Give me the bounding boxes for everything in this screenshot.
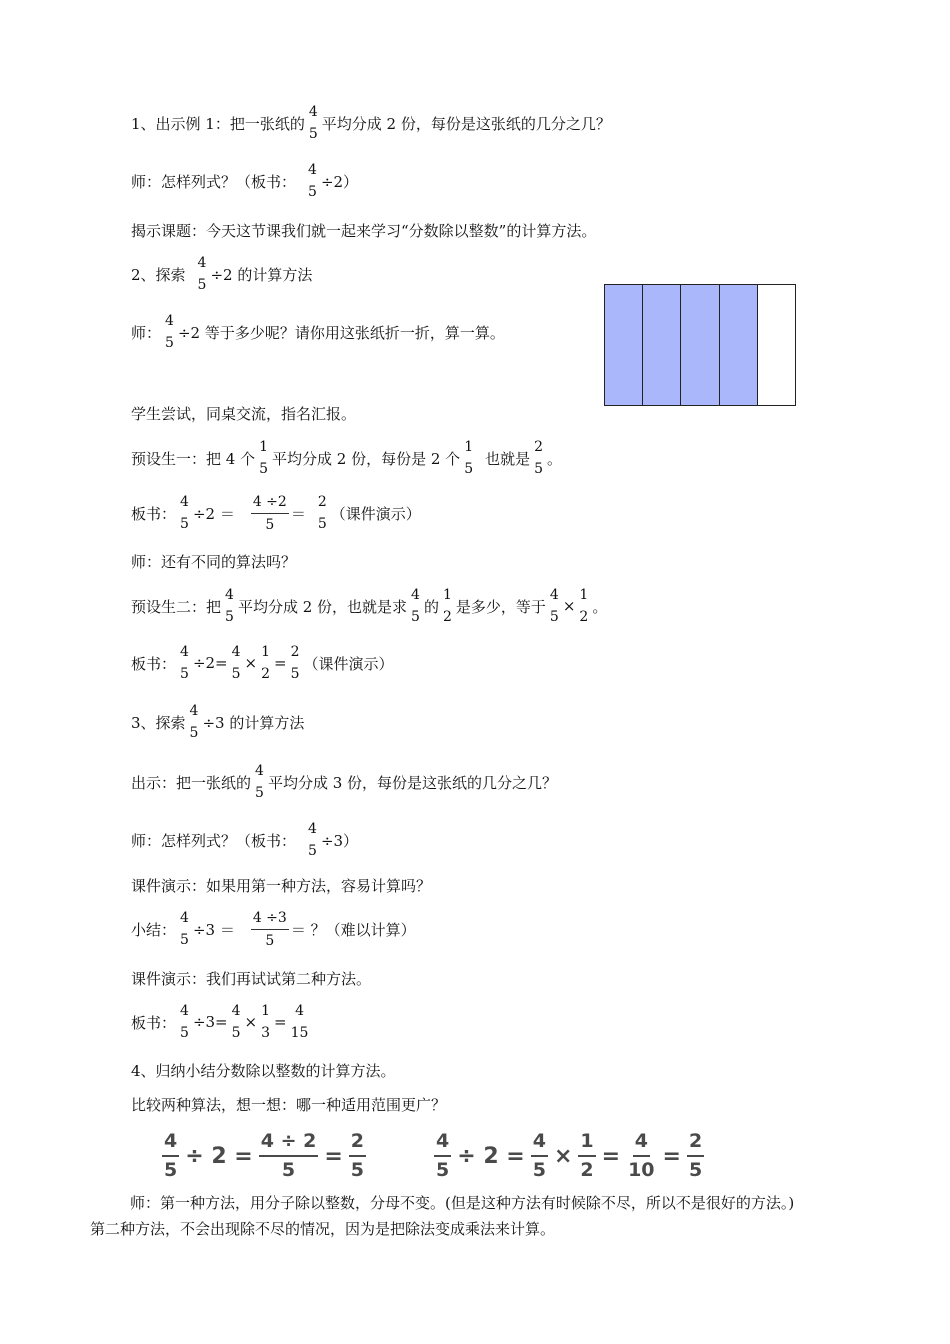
students-try-line — [131, 391, 356, 435]
fraction: 2 5 — [534, 439, 544, 477]
fraction: $\frac{4}{5}$ — [532, 1130, 546, 1181]
section3-heading — [131, 700, 304, 744]
text: 揭示课题：今天这节课我们就一起来学习“分数除以整数”的计算方法。 — [131, 221, 597, 240]
fraction: 1 3 — [261, 1003, 271, 1041]
paper-part-filled — [605, 285, 643, 405]
fraction: $\frac{4 \div 3}{5}$ — [252, 909, 287, 949]
fraction: 1 2 — [442, 587, 452, 625]
text: × — [562, 597, 576, 615]
text: 平均分成 2 份，也就是求 — [237, 597, 408, 616]
fraction: $\frac{4}{10}$ — [628, 1130, 655, 1181]
fraction: 4 5 — [231, 1003, 241, 1041]
fraction: 4 5 — [308, 104, 318, 142]
fraction: $\frac{4}{5}$ — [164, 1130, 178, 1181]
student-answer1-line — [131, 436, 562, 480]
teacher-other-methods-line — [131, 539, 296, 583]
closing-sentence-1: 师：第一种方法，用分子除以整数，分母不变。(但是这种方法有时候除不尽，所以不是很好的方法。) — [130, 1194, 795, 1212]
courseware-demo-line-1 — [131, 863, 431, 907]
text: 。 — [547, 449, 563, 468]
fraction: $\frac{1}{2}$ — [580, 1130, 594, 1181]
paper-part-filled — [643, 285, 681, 405]
operator: × — [553, 1143, 573, 1169]
fraction: 4 5 — [189, 703, 199, 741]
student-answer2-line — [131, 584, 607, 628]
text: 师：还有不同的算法吗？ — [131, 552, 297, 571]
text: ÷2 ＝ — [192, 504, 235, 523]
topic-line — [131, 208, 596, 252]
text: 学生尝试，同桌交流，指名汇报。 — [131, 404, 357, 423]
summary-line — [131, 907, 416, 951]
text: 板书： — [131, 504, 177, 523]
teacher-fold-line — [131, 310, 505, 354]
fraction: 4 5 — [180, 494, 189, 532]
example1-line — [131, 101, 611, 145]
text: 预设生一：把 4 个 — [131, 449, 256, 468]
fraction: 1 2 — [261, 644, 271, 682]
board-line-1 — [131, 491, 421, 535]
text: 平均分成 2 份，每份是这张纸的几分之几？ — [321, 114, 611, 133]
text: ＝ ？（难以计算） — [290, 920, 416, 939]
text: 平均分成 3 份，每份是这张纸的几分之几？ — [267, 773, 558, 792]
fraction: $\frac{4 \div 2}{5}$ — [252, 493, 287, 533]
text: 师：怎样列式？（板书： — [131, 172, 297, 191]
text: × — [244, 1013, 258, 1031]
paper-part-empty — [758, 285, 795, 405]
text: 2、探索 — [131, 265, 186, 284]
fraction: 4 5 — [165, 313, 174, 351]
text: 课件演示：如果用第一种方法，容易计算吗？ — [131, 876, 432, 895]
board-line-2 — [131, 641, 394, 685]
text: 平均分成 2 份，每份是 2 个 — [272, 449, 461, 468]
method2-formula — [432, 1132, 706, 1180]
text: = — [274, 654, 287, 672]
fraction: 4 5 — [225, 587, 234, 625]
fraction: $\frac{4}{5}$ — [436, 1130, 450, 1181]
text: 板书： — [131, 1013, 177, 1032]
text: 是多少，等于 — [455, 597, 546, 616]
board-line-3 — [131, 1000, 312, 1044]
fraction: 4 5 — [255, 763, 264, 801]
text: 1、出示例 1：把一张纸的 — [131, 114, 305, 133]
teacher-question-line — [131, 159, 358, 203]
operator: = — [324, 1143, 343, 1169]
text: （课件演示） — [303, 654, 394, 673]
fraction: 4 5 — [411, 587, 420, 625]
text: ÷3） — [320, 831, 359, 850]
operator: = — [662, 1143, 681, 1169]
method1-formula — [160, 1132, 368, 1180]
fraction: 4 5 — [180, 910, 189, 948]
text: ＝ — [290, 504, 306, 523]
text: 比较两种算法，想一想：哪一种适用范围更广？ — [131, 1095, 447, 1114]
fraction: $\frac{4 \div 2}{5}$ — [260, 1130, 317, 1181]
example2-line — [131, 760, 557, 804]
text: 的 — [423, 597, 439, 616]
operator: ÷ 2 = — [457, 1143, 525, 1169]
courseware-demo-line-2 — [131, 956, 371, 1000]
text: 4、归纳小结分数除以整数的计算方法。 — [131, 1061, 396, 1080]
teacher-question2-line — [131, 818, 358, 862]
text: 出示：把一张纸的 — [131, 773, 252, 792]
text: 板书： — [131, 654, 177, 673]
text: 师：怎样列式？（板书： — [131, 831, 297, 850]
text: 预设生二：把 — [131, 597, 222, 616]
text: ÷2= — [192, 654, 228, 672]
text: 也就是 — [485, 449, 531, 468]
operator: ÷ 2 = — [185, 1143, 253, 1169]
fraction: 4 5 — [308, 821, 317, 859]
text: ÷2 的计算方法 — [210, 265, 313, 284]
operator: = — [601, 1143, 621, 1169]
text: ÷3 的计算方法 — [202, 713, 305, 732]
fraction: 2 5 — [290, 644, 300, 682]
folded-paper-diagram — [604, 284, 796, 406]
fraction: 4 5 — [197, 255, 207, 293]
fraction: 4 5 — [231, 644, 241, 682]
fraction: 4 15 — [290, 1003, 309, 1041]
text: （课件演示） — [330, 504, 421, 523]
text: ÷3= — [192, 1013, 228, 1031]
paper-part-filled — [681, 285, 719, 405]
paper-part-filled — [720, 285, 758, 405]
fraction: 4 5 — [308, 162, 317, 200]
text: ÷3 ＝ — [192, 920, 235, 939]
fraction: 1 2 — [579, 587, 589, 625]
text: 3、探索 — [131, 713, 186, 732]
text: = — [274, 1013, 287, 1031]
section2-heading — [131, 252, 312, 296]
compare-question-line — [131, 1082, 446, 1126]
text: × — [244, 654, 258, 672]
fraction: 4 5 — [180, 644, 189, 682]
closing-paragraph — [90, 1190, 880, 1242]
fraction: 2 5 — [317, 494, 327, 532]
fraction: $\frac{2}{5}$ — [688, 1130, 703, 1181]
closing-sentence-2: 第二种方法，不会出现除不尽的情况，因为是把除法变成乘法来计算。 — [90, 1220, 556, 1238]
text: 小结： — [131, 920, 177, 939]
text: ÷2 等于多少呢？请你用这张纸折一折，算一算。 — [177, 323, 505, 342]
text: 。 — [592, 597, 608, 616]
text: 课件演示：我们再试试第二种方法。 — [131, 969, 372, 988]
fraction: 1 5 — [259, 439, 269, 477]
text: ÷2） — [320, 172, 359, 191]
fraction: 4 5 — [180, 1003, 189, 1041]
fraction: 4 5 — [549, 587, 559, 625]
text: 师： — [131, 323, 162, 342]
fraction: $\frac{2}{5}$ — [350, 1130, 364, 1181]
fraction: 1 5 — [464, 439, 474, 477]
